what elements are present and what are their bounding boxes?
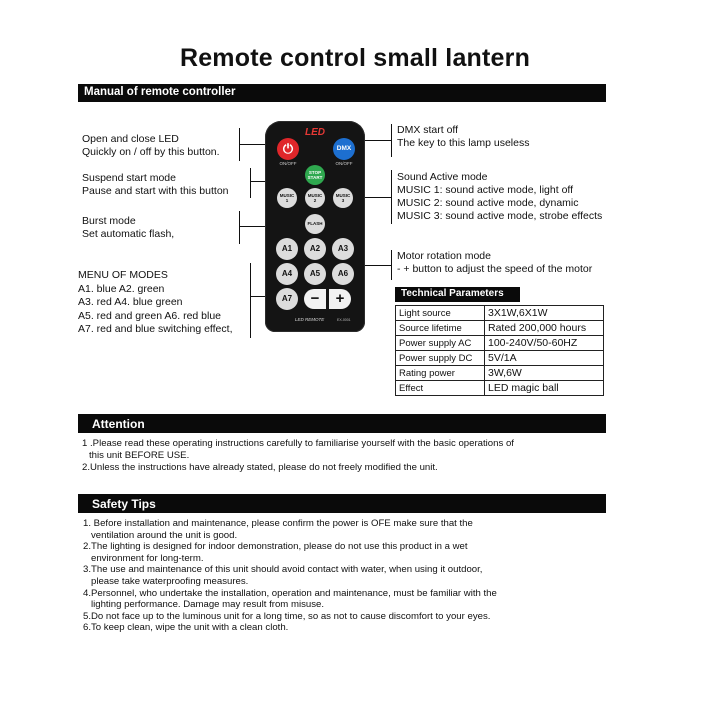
- safety-item: lighting performance. Damage may result from misuse.: [91, 599, 325, 611]
- tech-params-header: Technical Parameters: [395, 287, 520, 302]
- tech-params-table: [395, 305, 604, 396]
- label-led-title: Open and close LED: [82, 133, 179, 145]
- remote-footer: LED REMOTE: [295, 317, 325, 322]
- label-menu-line: A7. red and blue switching effect,: [78, 323, 233, 335]
- flash-button[interactable]: FLASH: [305, 214, 325, 234]
- a4-button[interactable]: A4: [276, 263, 298, 285]
- safety-item: please take waterproofing measures.: [91, 575, 249, 587]
- label-menu-line: A1. blue A2. green: [78, 282, 165, 295]
- dmx-button-label: ON/OFF: [335, 161, 353, 166]
- bracket-line: [391, 250, 392, 280]
- remote-model: EX-0001: [337, 318, 351, 322]
- table-row: [396, 351, 604, 366]
- label-suspend-title: Suspend start mode: [82, 172, 176, 184]
- label-burst-desc: Set automatic flash,: [82, 228, 175, 240]
- label-motor-desc: - + button to adjust the speed of the motor: [397, 263, 593, 275]
- attention-item: this unit BEFORE USE.: [89, 450, 190, 461]
- bracket-line: [391, 124, 392, 157]
- label-sound-title: Sound Active mode: [397, 171, 488, 183]
- a5-button[interactable]: A5: [304, 263, 326, 285]
- safety-list: [83, 518, 613, 634]
- safety-item: 2.The lighting is designed for indoor demonstration, please do not use this product in a wet: [83, 541, 468, 553]
- label-sound-line: MUSIC 2: sound active mode, dynamic: [397, 197, 579, 209]
- label-sound: [397, 171, 602, 223]
- dmx-button[interactable]: DMX: [333, 138, 355, 160]
- music-3-button[interactable]: MUSIC 3: [333, 188, 353, 208]
- table-row: [396, 366, 604, 381]
- safety-item: 6.To keep clean, wipe the unit with a clean cloth.: [83, 622, 289, 634]
- power-icon: ⏻: [282, 141, 294, 156]
- section-header-safety: Safety Tips: [78, 494, 606, 513]
- spec-key: Power supply AC: [396, 336, 485, 351]
- label-dmx: [397, 124, 529, 150]
- label-menu-title: MENU OF MODES: [78, 269, 168, 281]
- spec-key: Effect: [396, 381, 485, 396]
- label-dmx-title: DMX start off: [397, 124, 459, 136]
- label-menu-line: A3. red A4. blue green: [78, 296, 183, 308]
- section-header-attention: Attention: [78, 414, 606, 433]
- label-motor: [397, 250, 592, 276]
- safety-item: 5.Do not face up to the luminous unit for a long time, so as not to cause discomfort to your eyes.: [83, 610, 491, 622]
- label-burst: [82, 215, 174, 241]
- remote-brand: LED: [305, 127, 325, 138]
- spec-value: 3W,6W: [485, 366, 604, 381]
- safety-item: 4.Personnel, who undertake the installation, operation and maintenance, must be familiar with the: [83, 587, 497, 599]
- bracket-line: [250, 168, 251, 198]
- spec-key: Light source: [396, 306, 485, 321]
- remote-control: [265, 121, 365, 332]
- table-row: [396, 321, 604, 336]
- bracket-line: [239, 211, 240, 244]
- spec-key: Power supply DC: [396, 351, 485, 366]
- music-2-button[interactable]: MUSIC 2: [305, 188, 325, 208]
- spec-value: LED magic ball: [485, 381, 604, 396]
- label-menu: [78, 269, 233, 337]
- spec-value: 100-240V/50-60HZ: [485, 336, 604, 351]
- label-sound-line: MUSIC 1: sound active mode, light off: [397, 184, 574, 196]
- power-button[interactable]: [277, 138, 299, 160]
- spec-value: 3X1W,6X1W: [485, 306, 604, 321]
- a2-button[interactable]: A2: [304, 238, 326, 260]
- table-row: [396, 306, 604, 321]
- a1-button[interactable]: A1: [276, 238, 298, 260]
- page-title: Remote control small lantern: [179, 44, 531, 72]
- attention-item: 2.Unless the instructions have already stated, please do not freely modified the unit.: [82, 462, 438, 473]
- safety-item: 3.The use and maintenance of this unit should avoid contact with water, when using it outdoor,: [83, 564, 483, 576]
- safety-item: ventilation around the unit is good.: [91, 529, 238, 541]
- safety-item: environment for long-term.: [91, 552, 204, 564]
- safety-item: 1. Before installation and maintenance, please confirm the power is OFE make sure that the: [83, 518, 473, 529]
- table-row: [396, 336, 604, 351]
- a7-button[interactable]: A7: [276, 288, 298, 310]
- label-led: [82, 133, 220, 159]
- bracket-line: [250, 263, 251, 338]
- a6-button[interactable]: A6: [332, 263, 354, 285]
- spec-value: 5V/1A: [485, 351, 604, 366]
- label-motor-title: Motor rotation mode: [397, 250, 491, 262]
- bracket-line: [391, 170, 392, 224]
- a3-button[interactable]: A3: [332, 238, 354, 260]
- speed-minus-button[interactable]: −: [304, 289, 326, 309]
- attention-item: 1 .Please read these operating instructions carefully to familiarise yourself with the basic operations of: [82, 438, 514, 449]
- label-sound-line: MUSIC 3: sound active mode, strobe effects: [397, 210, 603, 222]
- attention-list: [82, 438, 612, 474]
- label-burst-title: Burst mode: [82, 215, 136, 227]
- music-1-button[interactable]: MUSIC 1: [277, 188, 297, 208]
- spec-key: Source lifetime: [396, 321, 485, 336]
- table-row: [396, 381, 604, 396]
- label-dmx-desc: The key to this lamp useless: [397, 137, 530, 149]
- stop-start-button[interactable]: STOP START: [305, 165, 325, 185]
- label-led-desc: Quickly on / off by this button.: [82, 146, 220, 158]
- power-button-label: ON/OFF: [279, 161, 297, 166]
- section-header-manual: Manual of remote controller: [78, 84, 606, 102]
- label-menu-line: A5. red and green A6. red blue: [78, 309, 222, 322]
- speed-plus-button[interactable]: +: [329, 289, 351, 309]
- label-suspend: [82, 172, 229, 198]
- spec-value: Rated 200,000 hours: [485, 321, 604, 336]
- label-suspend-desc: Pause and start with this button: [82, 185, 229, 197]
- spec-key: Rating power: [396, 366, 485, 381]
